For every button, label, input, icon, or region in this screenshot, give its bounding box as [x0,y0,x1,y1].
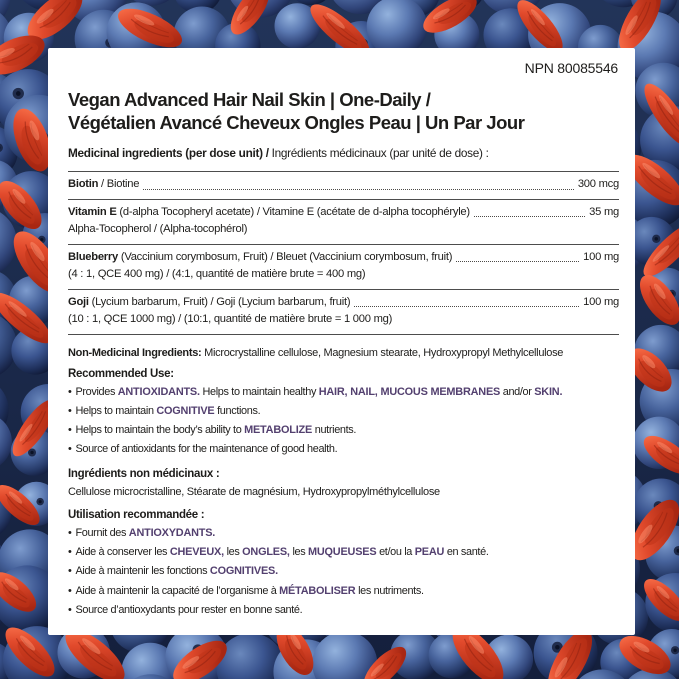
ingredient-name [68,204,470,222]
text-run: les [289,545,308,558]
product-title-fr: Végétalien Avancé Cheveux Ongles Peau | Un Par Jour [68,112,525,133]
product-title-en: Vegan Advanced Hair Nail Skin | One-Daily / [68,89,431,110]
ingredient-subline: (4 : 1, QCE 400 mg) / (4:1, quantité de matière brute = 400 mg) [68,268,366,280]
ingredient-amount: 35 mg [589,205,619,218]
text-run: (Vaccinium corymbosum, Fruit) / Bleuet (Vaccinium corymbosum, fruit) [117,250,453,263]
bullet-marker: • [68,424,72,437]
blueberry-calyx-center [655,237,658,240]
ingredients-table [68,171,619,335]
medicinal-heading-en: Medicinal ingredients (per dose unit) / [68,146,272,160]
bullet-marker: • [68,603,72,616]
ingredient-subline: Alpha-Tocopherol / (Alpha-tocophérol) [68,223,248,235]
product-title [68,88,619,134]
text-run: Source d’antioxydants pour rester en bonne santé. [75,603,303,616]
highlighted-term: SKIN. [534,385,563,398]
highlighted-term: COGNITIVES. [209,565,278,578]
medicinal-heading-fr: Ingrédients médicinaux (par unité de dose) : [271,146,489,160]
bullet-item [68,601,619,620]
dotted-leader [354,306,579,307]
text-run: les nutriments. [355,584,424,597]
blueberry-calyx-center [673,649,676,652]
bullet-marker: • [68,385,72,398]
non-medicinal-text: Microcrystalline cellulose, Magnesium stearate, Hydroxypropyl Methylcellulose [201,346,564,359]
text-run: Helps to maintain the body’s ability to [75,424,245,437]
blueberry-calyx-center [16,91,21,96]
text-run: (Lycium barbarum, Fruit) / Goji (Lycium barbarum, fruit) [88,295,351,308]
ingredient-row [68,245,619,290]
text-run: functions. [214,404,261,417]
text-run: / Biotine [98,178,140,190]
highlighted-term: HAIR, NAIL, MUCOUS MEMBRANES [318,385,501,398]
supplement-label [48,48,635,635]
bold-term: Blueberry [68,250,118,263]
blueberry-calyx-center [40,238,43,241]
bullet-item [68,421,619,440]
bullet-item [68,524,619,543]
bullet-item [68,543,619,562]
bullet-item [68,383,619,402]
ingredient-row [68,200,619,245]
blueberry-calyx-center [555,645,559,649]
text-run: Aide à maintenir les fonctions [75,565,210,578]
bullet-marker: • [68,443,72,456]
bullet-item [68,402,619,421]
text-run: Helps to maintain [75,404,157,417]
npn-number: NPN 80085546 [524,60,618,76]
text-run: Aide à maintenir la capacité de l’organisme à [75,584,280,597]
ingredient-name [68,294,350,312]
recommended-use-heading: Recommended Use: [68,367,174,380]
bullet-item [68,562,619,581]
fr-use-list [68,524,619,620]
highlighted-term: CHEVEUX, [169,545,224,558]
bullet-marker: • [68,545,72,558]
highlighted-term: COGNITIVE [156,404,215,417]
text-run: en santé. [444,545,489,558]
fr-non-medicinal-text: Cellulose microcristalline, Stéarate de magnésium, Hydroxypropylméthylcellulose [68,485,440,498]
text-run: (d-alpha Tocopheryl acetate) / Vitamine E (acétate de d-alpha tocophéryle) [116,205,470,218]
text-run: Helps to maintain healthy [199,385,319,398]
highlighted-term: ANTIOXYDANTS. [128,526,216,539]
dotted-leader [143,189,574,190]
ingredient-amount: 100 mg [583,295,619,308]
highlighted-term: METABOLIZE [244,424,313,437]
recommended-use-list [68,383,619,460]
text-run: and/or [500,385,535,398]
ingredient-row [68,172,619,200]
highlighted-term: MUQUEUSES [308,545,377,558]
bullet-marker: • [68,584,72,597]
text-run: les [223,545,243,558]
ingredient-name [68,176,139,194]
ingredient-name [68,249,452,267]
text-run: Fournit des [75,526,129,539]
ingredient-row [68,290,619,335]
medicinal-heading [68,145,619,161]
bullet-marker: • [68,404,72,417]
dotted-leader [474,216,585,217]
text-run: Source of antioxidants for the maintenance of good health. [75,443,338,456]
highlighted-term: ANTIOXIDANTS. [117,385,200,398]
bold-term: Biotin [68,178,99,190]
bold-term: Goji [68,295,89,308]
bullet-marker: • [68,526,72,539]
bullet-marker: • [68,565,72,578]
non-medicinal-label: Non-Medicinal Ingredients: [68,346,202,359]
highlighted-term: PEAU [414,545,445,558]
non-medicinal-line [68,344,619,362]
bold-term: Vitamin E [68,205,117,218]
bullet-item [68,440,619,459]
blueberry-calyx-center [39,500,42,503]
bullet-item [68,582,619,601]
blueberry-calyx-center [30,451,33,454]
ingredient-subline: (10 : 1, QCE 1000 mg) / (10:1, quantité de matière brute = 1 000 mg) [68,313,393,325]
dotted-leader [456,261,579,262]
text-run: nutrients. [312,424,357,437]
text-run: Aide à conserver les [75,545,170,558]
text-run: Provides [75,385,118,398]
highlighted-term: MÉTABOLISER [279,584,356,597]
fr-non-medicinal-label: Ingrédients non médicinaux : [68,467,220,480]
ingredient-amount: 300 mcg [577,178,619,190]
text-run: et/ou la [376,545,415,558]
highlighted-term: ONGLES, [242,545,290,558]
ingredient-amount: 100 mg [583,250,619,263]
fr-use-heading: Utilisation recommandée : [68,508,205,521]
